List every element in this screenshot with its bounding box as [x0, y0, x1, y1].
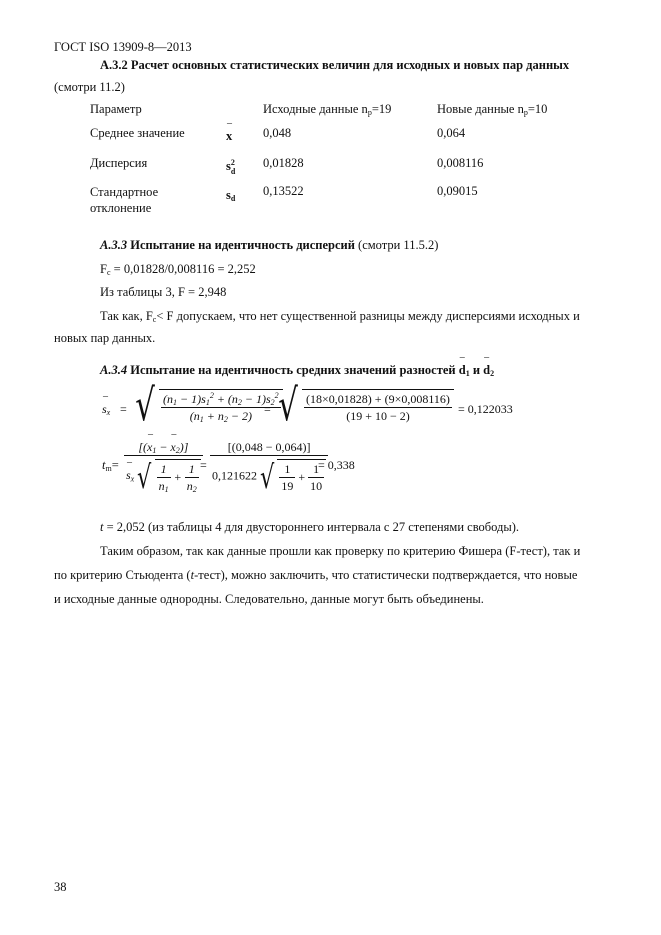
section-a32-heading [100, 58, 569, 73]
row1-orig: 0,048 [263, 126, 292, 140]
conclusion-sub: c [152, 315, 157, 324]
conclusion-b: < F допускаем, что нет существенной разницы между дисперсиями исходных и [156, 309, 580, 323]
d2-letter: – d [483, 363, 490, 378]
conclusion-a: Так как, F [100, 309, 153, 323]
conclusion-line-2: новых пар данных. [54, 331, 156, 345]
s-sup: 2 [230, 158, 235, 167]
header-orig-sub: p [367, 108, 372, 117]
section-a34-title: Испытание на идентичность средних значений разностей [130, 363, 456, 377]
header-orig-tail: =19 [371, 102, 392, 116]
row2-param: Дисперсия [90, 156, 148, 170]
section-a33-heading [100, 238, 438, 253]
fc-expr: = 0,01828/0,008116 = 2,252 [110, 262, 256, 276]
tm-equals-2: = [200, 458, 207, 472]
tm-general-formula: [(– $x_1$ − – $x_2$)] – $s_x√$ $\frac{1}{n_1}$ + $\frac{1}{n_2}$ [124, 440, 203, 494]
sx-equals-1: = [120, 402, 127, 416]
final-2b: -тест), можно заключить, что статистически подтверждается, что новые [194, 568, 578, 582]
d2-symbol [483, 363, 494, 377]
row3-param: Стандартное [90, 185, 159, 199]
row2-new: 0,008116 [437, 156, 484, 170]
table-row [90, 126, 185, 141]
table-header-original [263, 102, 391, 117]
section-a34-heading [100, 363, 494, 378]
row3-symbol [226, 188, 235, 203]
section-a32-ref: (смотри 11.2) [54, 80, 125, 94]
tm-label: $t_m=$ [102, 458, 119, 473]
row2-orig: 0,01828 [263, 156, 304, 170]
fc-label: F [100, 262, 107, 276]
tm-numeric-formula: [(0,048 − 0,064)] 0,121622√ $\frac{1}{19}$ + $\frac{1}{10}$ [210, 440, 328, 494]
sx-equals-2: = [264, 402, 271, 416]
section-a32-title: Расчет основных статистических величин для исходных и новых пар данных [130, 58, 570, 72]
sx-top: (18×0,01828) + (9×0,008116) [306, 391, 450, 406]
row1-symbol [226, 129, 232, 144]
row3-param-2: отклонение [90, 201, 152, 215]
d1-letter: – d [459, 363, 466, 378]
s-sub: d [230, 167, 236, 176]
row3-orig: 0,13522 [263, 184, 304, 198]
table-header-new [437, 102, 547, 117]
table-lookup-line: Из таблицы 3, F = 2,948 [100, 285, 227, 299]
xbar-symbol: – x [226, 129, 232, 144]
conclusion-line-1 [100, 309, 580, 324]
header-new-text: Новые данные n [437, 102, 524, 116]
section-a33-number: А.3.3 [100, 238, 128, 252]
sx-result: = 0,122033 [458, 402, 513, 416]
sx-general-formula: √ $\frac{(n_1 - 1)s_1^2 + (n_2 - 1)s_2^2}{(n_1 + n_2 - 2)}$ [131, 384, 283, 428]
row1-param: Среднее значение [90, 126, 185, 140]
sx-bottom: (19 + 10 − 2) [304, 407, 452, 424]
and-word: и [472, 363, 481, 377]
header-new-sub: p [523, 108, 528, 117]
sd-symbol: s [226, 188, 231, 202]
t-var: t [100, 520, 104, 534]
tm-sub: m [105, 464, 112, 473]
final-2a: по критерию Стьюдента ( [54, 568, 191, 582]
final-line-2 [54, 568, 577, 583]
row2-symbol [226, 158, 235, 176]
section-a33-title: Испытание на идентичность дисперсий [130, 238, 355, 252]
header-orig-text: Исходные данные n [263, 102, 368, 116]
t-value-line [100, 520, 519, 535]
fc-sub: c [106, 268, 111, 277]
row1-new: 0,064 [437, 126, 466, 140]
table-header-param: Параметр [90, 102, 142, 116]
d2-sub: 2 [490, 369, 495, 378]
tm-coef: 0,121622 [212, 468, 257, 483]
d1-sub: 1 [465, 369, 470, 378]
table-row [90, 184, 158, 216]
section-a32-number: А.3.2 [100, 58, 128, 72]
fc-calculation [100, 262, 256, 277]
final-line-1: Таким образом, так как данные прошли как проверку по критерию Фишера (F-тест), так и [100, 544, 581, 558]
d1-symbol [459, 363, 470, 377]
sx-numeric-formula: √ $\frac{(18\times 0,01828) + (9\times 0,008116)}{(19 + 10 - 2)}$ [274, 384, 454, 428]
tm-numerator: [(0,048 − 0,064)] [227, 440, 311, 454]
sd-sub: d [230, 194, 236, 203]
row3-new: 0,09015 [437, 184, 478, 198]
final-2t: t [190, 568, 195, 582]
section-a33-ref: (смотри 11.5.2) [358, 238, 439, 252]
tm-letter: t [102, 458, 106, 472]
s-symbol: s [226, 158, 231, 173]
sx-label: – $s_x$ [102, 402, 110, 417]
t-line-text: = 2,052 (из таблицы 4 для двустороннего интервала с 27 степенями свободы). [103, 520, 520, 534]
header-new-tail: =10 [527, 102, 548, 116]
final-line-3: и исходные данные однородны. Следовательно, данные могут быть объединены. [54, 592, 484, 606]
tm-result: = 0,338 [318, 458, 355, 472]
document-code: ГОСТ ISO 13909-8—2013 [54, 40, 192, 54]
table-row [90, 156, 147, 171]
section-a34-number: А.3.4 [100, 363, 128, 377]
page-number: 38 [54, 880, 67, 894]
